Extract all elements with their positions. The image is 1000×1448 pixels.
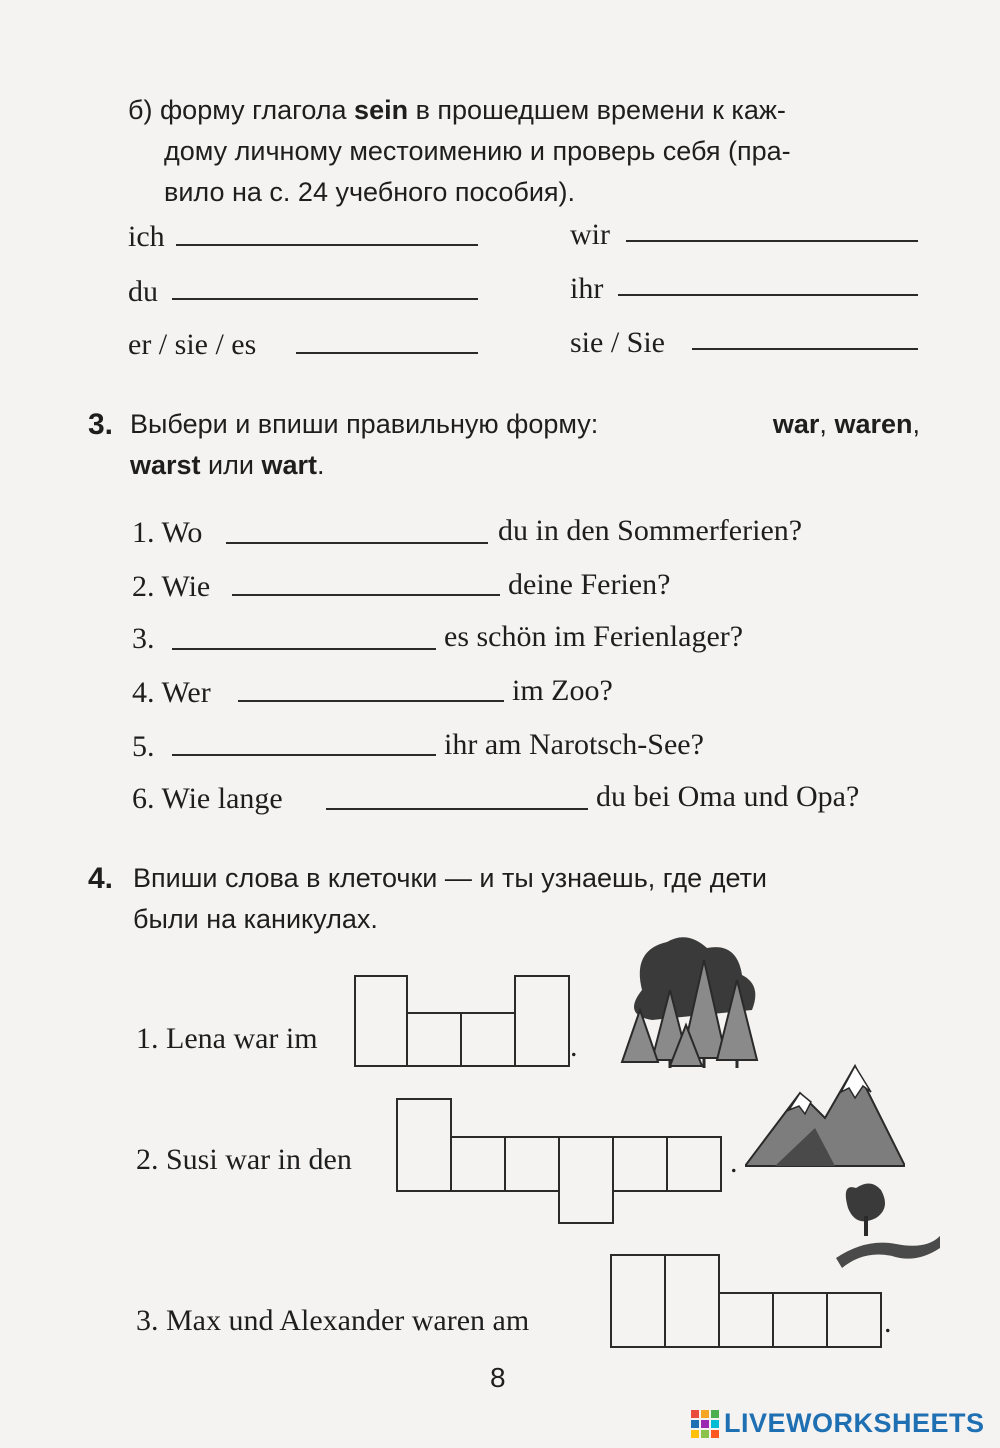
task3-instruction: Выбери и впиши правильную форму: war, waren, warst или wart. [130, 409, 920, 480]
sentence-5: 5. [132, 730, 155, 763]
liveworksheets-logo-icon [690, 1409, 720, 1439]
puzzle-1-cell-3[interactable] [460, 1012, 516, 1067]
answer-line-sie-Sie[interactable] [692, 348, 918, 350]
puzzle-2-cell-2[interactable] [450, 1136, 506, 1192]
sentence-2-end: deine Ferien? [508, 568, 671, 601]
sentence-4: 4. Wer [132, 676, 211, 709]
puzzle-2-cell-4[interactable] [558, 1136, 614, 1224]
answer-line-3[interactable] [172, 648, 436, 650]
river-icon [836, 1178, 940, 1270]
sentence-2: 2. Wie [132, 570, 211, 603]
answer-line-2[interactable] [232, 594, 500, 596]
task2b-instruction: б) форму глагола sein в прошедшем времени к каж- дому личному местоимению и проверь себя (пра- вило на с. 24 учебного пособия). [128, 95, 791, 207]
answer-line-er-sie-es[interactable] [296, 352, 478, 354]
puzzle-2-cell-1[interactable] [396, 1098, 452, 1192]
puzzle-3-end: . [884, 1306, 892, 1339]
forest-icon [612, 930, 782, 1070]
puzzle-2-cell-3[interactable] [504, 1136, 560, 1192]
answer-line-ich[interactable] [176, 244, 478, 246]
answer-line-du[interactable] [172, 298, 478, 300]
puzzle-1-cell-1[interactable] [354, 975, 408, 1067]
puzzle-3-cell-3[interactable] [718, 1292, 774, 1348]
sentence-3: 3. [132, 622, 155, 655]
pronoun-sie-Sie: sie / Sie [570, 326, 665, 359]
sentence-5-end: ihr am Narotsch-See? [444, 728, 704, 761]
pronoun-du: du [128, 275, 158, 308]
puzzle-3-cell-1[interactable] [610, 1254, 666, 1348]
puzzle-1-cell-2[interactable] [406, 1012, 462, 1067]
sentence-1-end: du in den Sommerferien? [498, 514, 803, 547]
answer-line-1[interactable] [226, 542, 488, 544]
mountain-icon [745, 1058, 905, 1168]
sentence-3-end: es schön im Ferienlager? [444, 620, 744, 653]
answer-line-ihr[interactable] [618, 294, 918, 296]
page-number: 8 [490, 1362, 506, 1393]
answer-line-6[interactable] [326, 808, 588, 810]
puzzle-3-cell-4[interactable] [772, 1292, 828, 1348]
puzzle-1-end: . [570, 1030, 578, 1063]
puzzle-3-cell-2[interactable] [664, 1254, 720, 1348]
answer-line-4[interactable] [238, 700, 504, 702]
task4-number: 4. [88, 862, 114, 895]
puzzle-2-cell-5[interactable] [612, 1136, 668, 1192]
answer-line-5[interactable] [172, 754, 436, 756]
sentence-1: 1. Wo [132, 516, 203, 549]
puzzle-2-end: . [730, 1146, 738, 1179]
pronoun-ich: ich [128, 220, 165, 253]
liveworksheets-watermark: LIVEWORKSHEETS [690, 1408, 985, 1439]
puzzle-1-cell-4[interactable] [514, 975, 570, 1067]
puzzle-3-label: 3. Max und Alexander waren am [136, 1304, 530, 1337]
task4-instruction: Впиши слова в клеточки — и ты узнаешь, где дети были на каникулах. [133, 863, 768, 934]
pronoun-ihr: ihr [570, 272, 604, 305]
puzzle-2-cell-6[interactable] [666, 1136, 722, 1192]
pronoun-er-sie-es: er / sie / es [128, 328, 257, 361]
puzzle-2-label: 2. Susi war in den [136, 1143, 352, 1176]
pronoun-wir: wir [570, 218, 610, 251]
task3-number: 3. [88, 408, 114, 441]
sentence-6-end: du bei Oma und Opa? [596, 780, 860, 813]
puzzle-1-label: 1. Lena war im [136, 1022, 318, 1055]
sentence-4-end: im Zoo? [512, 674, 613, 707]
sentence-6: 6. Wie lange [132, 782, 283, 815]
answer-line-wir[interactable] [626, 240, 918, 242]
puzzle-3-cell-5[interactable] [826, 1292, 882, 1348]
